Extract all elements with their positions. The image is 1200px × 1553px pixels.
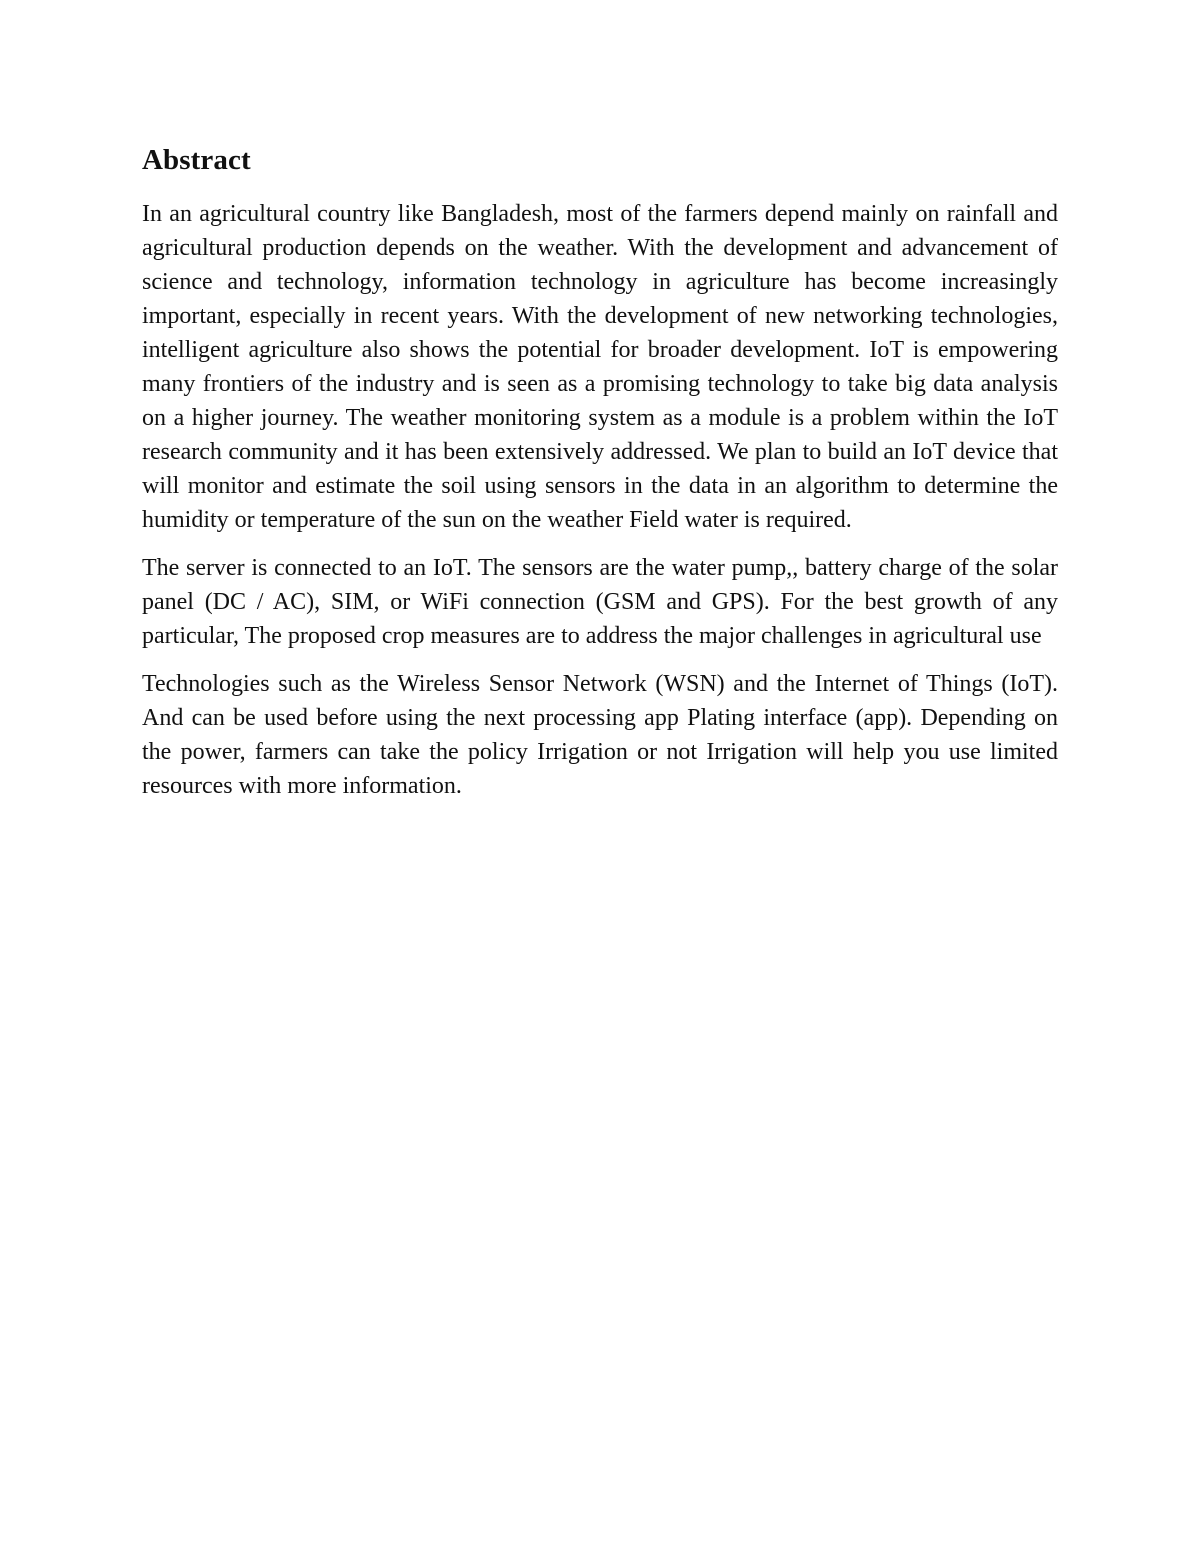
paragraph-2: The server is connected to an IoT. The sensors are the water pump,, battery charge of the solar panel (DC / AC), SIM, or WiFi connection (GSM and GPS). For the best growth of any particular, The proposed crop measures are to address the major challenges in agricultural use	[142, 555, 1058, 649]
section-heading: Abstract	[142, 144, 251, 176]
paragraph-1: In an agricultural country like Bangladesh, most of the farmers depend mainly on rainfall and agricultural production depends on the weather. With the development and advancement of science and technology, information technology in agriculture has become increasingly important, especially in recent years. With the development of new networking technologies, intelligent agriculture also shows the potential for broader development. IoT is empowering many frontiers of the industry and is seen as a promising technology to take big data analysis on a higher journey. The weather monitoring system as a module is a problem within the IoT research community and it has been extensively addressed. We plan to build an IoT device that will monitor and estimate the soil using sensors in the data in an algorithm to determine the humidity or temperature of the sun on the weather Field water is required.	[142, 201, 1058, 533]
paragraph-3: Technologies such as the Wireless Sensor Network (WSN) and the Internet of Things (IoT). And can be used before using the next processing app Plating interface (app). Depending on the power, farmers can take the policy Irrigation or not Irrigation will help you use limited resources with more information.	[142, 671, 1058, 799]
document-body	[142, 140, 1058, 817]
